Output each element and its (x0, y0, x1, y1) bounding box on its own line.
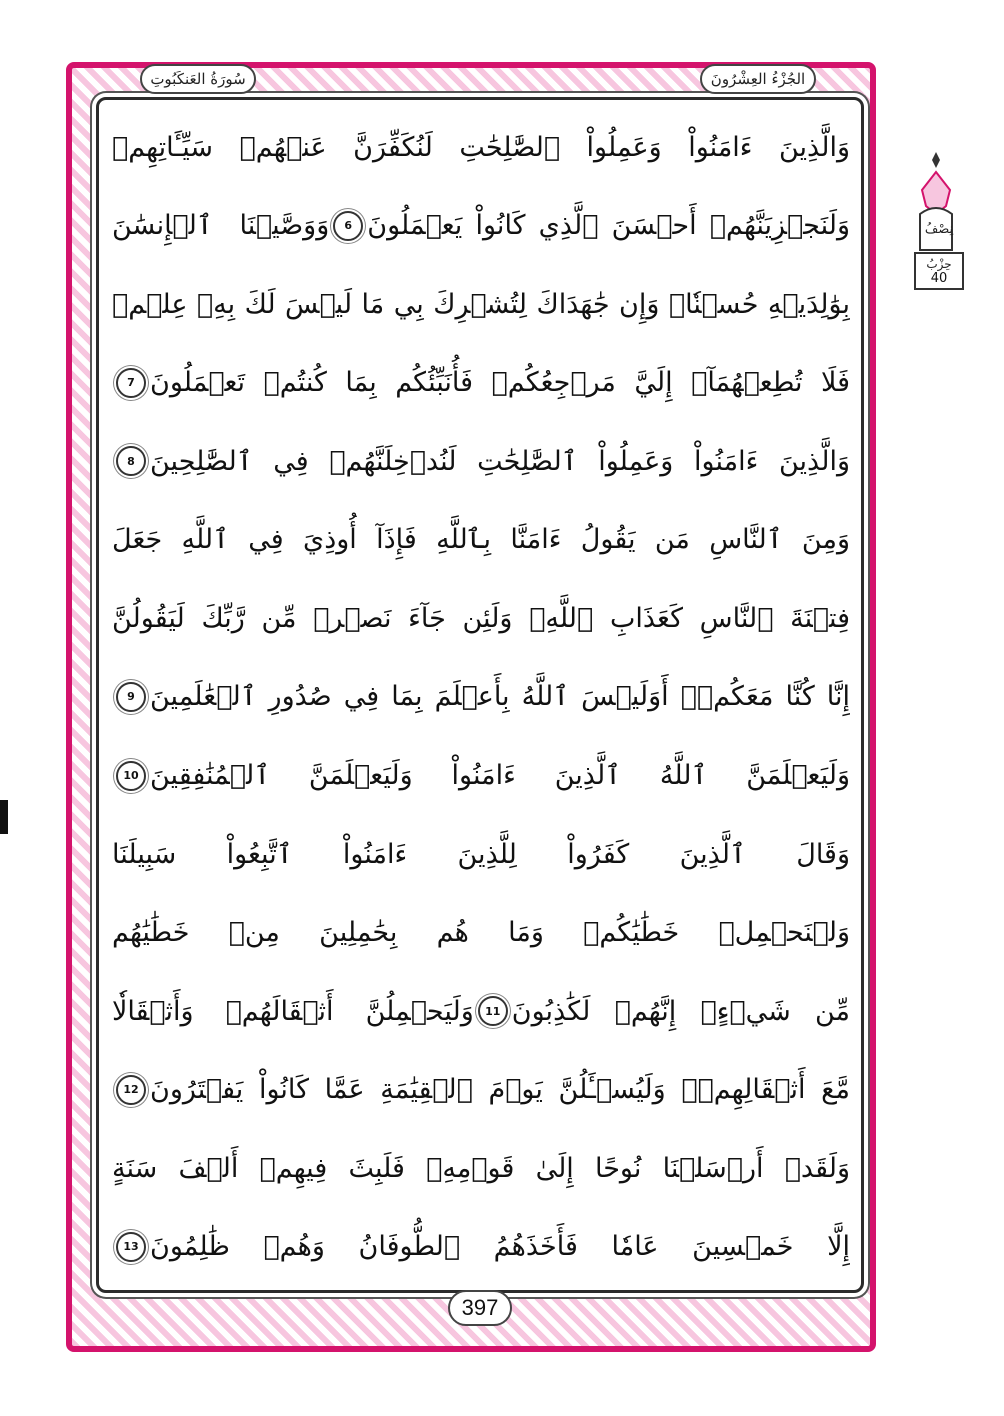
verse-line (112, 191, 850, 261)
verse-text: إِنَّا كُنَّا مَعَكُمۡۚ أَوَلَيۡسَ ٱللَّهُ بِأَعۡلَمَ بِمَا فِي صُدُورِ ٱلۡعَٰلَمِينَ (150, 681, 850, 713)
verse-line (112, 741, 850, 811)
hizb-box (914, 252, 964, 290)
hizb-word: حِزْبُ (926, 256, 952, 271)
verse-line (112, 505, 850, 575)
ayah-number-marker: 8 (116, 446, 146, 476)
verse-text: وَلَيَعۡلَمَنَّ ٱللَّهُ ٱلَّذِينَ ءَامَنُواْ وَلَيَعۡلَمَنَّ ٱلۡمُنَٰفِقِينَ (150, 760, 850, 791)
ayah-number-marker: 12 (116, 1075, 146, 1105)
verse-line (112, 583, 850, 653)
verse-line (112, 1133, 850, 1203)
verse-text: وَمِنَ ٱلنَّاسِ مَن يَقُولُ ءَامَنَّا بِٱللَّهِ فَإِذَآ أُوذِيَ فِي ٱللَّهِ جَعَلَ (112, 524, 850, 556)
ayah-number-marker: 6 (333, 211, 363, 241)
nisf-label: نِصْفُ (924, 222, 954, 237)
surah-label-text: سُورَةُ العَنكَبُوتِ (150, 70, 246, 88)
verse-line (112, 976, 850, 1046)
verse-line (112, 426, 850, 496)
verse-line (112, 348, 850, 418)
ayah-number-marker: 10 (116, 761, 146, 791)
surah-header (140, 64, 256, 94)
edge-mark (0, 800, 8, 834)
verse-text: وَالَّذِينَ ءَامَنُواْ وَعَمِلُواْ ٱلصَّٰلِحَٰتِ لَنُكَفِّرَنَّ عَنۡهُمۡ سَيِّـَٔاتِهِمۡ (112, 131, 850, 163)
verse-text: وَالَّذِينَ ءَامَنُواْ وَعَمِلُواْ ٱلصَّٰلِحَٰتِ لَنُدۡخِلَنَّهُمۡ فِي ٱلصَّٰلِحِينَ (150, 445, 850, 477)
verse-text: وَلۡنَحۡمِلۡ خَطَٰيَٰكُمۡ وَمَا هُم بِحَٰمِلِينَ مِنۡ خَطَٰيَٰهُم (112, 917, 850, 949)
page-number-text: 397 (461, 1295, 499, 1320)
verse-text: وَقَالَ ٱلَّذِينَ كَفَرُواْ لِلَّذِينَ ءَامَنُواْ ٱتَّبِعُواْ سَبِيلَنَا (112, 838, 850, 870)
ayah-number-marker: 9 (116, 682, 146, 712)
ayah-number-marker: 7 (116, 368, 146, 398)
verse-line (112, 898, 850, 968)
verse-text: مَّعَ أَثۡقَالِهِمۡۖ وَلَيُسۡـَٔلُنَّ يَوۡمَ ٱلۡقِيَٰمَةِ عَمَّا كَانُواْ يَفۡتَرُونَ (150, 1074, 850, 1106)
page-number (448, 1290, 512, 1326)
verse-text: إِلَّا خَمۡسِينَ عَامٗا فَأَخَذَهُمُ ٱلطُّوفَانُ وَهُمۡ ظَٰلِمُونَ (150, 1231, 850, 1263)
verse-text: وَوَصَّيۡنَا ٱلۡإِنسَٰنَ (112, 210, 330, 242)
verse-text: فَلَا تُطِعۡهُمَآۚ إِلَيَّ مَرۡجِعُكُمۡ فَأُنَبِّئُكُم بِمَا كُنتُمۡ تَعۡمَلُونَ (150, 367, 850, 399)
verse-text: وَلَيَحۡمِلُنَّ أَثۡقَالَهُمۡ وَأَثۡقَالٗا (112, 995, 474, 1027)
hizb-number: 40 (930, 270, 948, 286)
verse-line (112, 1055, 850, 1125)
verse-text: وَلَنَجۡزِيَنَّهُمۡ أَحۡسَنَ ٱلَّذِي كَانُواْ يَعۡمَلُونَ (367, 210, 850, 242)
verse-text: وَلَقَدۡ أَرۡسَلۡنَا نُوحًا إِلَىٰ قَوۡمِهِۦ فَلَبِثَ فِيهِمۡ أَلۡفَ سَنَةٍ (112, 1152, 850, 1184)
verse-text: فِتۡنَةَ ٱلنَّاسِ كَعَذَابِ ٱللَّهِۖ وَلَئِن جَآءَ نَصۡرٞ مِّن رَّبِّكَ لَيَقُولُنَّ (112, 602, 850, 634)
verse-line (112, 1212, 850, 1282)
verse-line (112, 662, 850, 732)
verse-text: مِّن شَيۡءٍۖ إِنَّهُمۡ لَكَٰذِبُونَ (511, 995, 850, 1027)
juz-label-text: الجُزْءُ العِشْرُونَ (710, 70, 806, 88)
verse-line (112, 112, 850, 182)
verse-line (112, 819, 850, 889)
verse-lines (112, 112, 850, 1282)
verse-text: بِوَٰلِدَيۡهِ حُسۡنٗاۖ وَإِن جَٰهَدَاكَ لِتُشۡرِكَ بِي مَا لَيۡسَ لَكَ بِهِۦ عِلۡمٞ (112, 288, 850, 320)
verse-line (112, 269, 850, 339)
ayah-number-marker: 11 (478, 996, 508, 1026)
juz-header (700, 64, 816, 94)
ayah-number-marker: 13 (116, 1232, 146, 1262)
